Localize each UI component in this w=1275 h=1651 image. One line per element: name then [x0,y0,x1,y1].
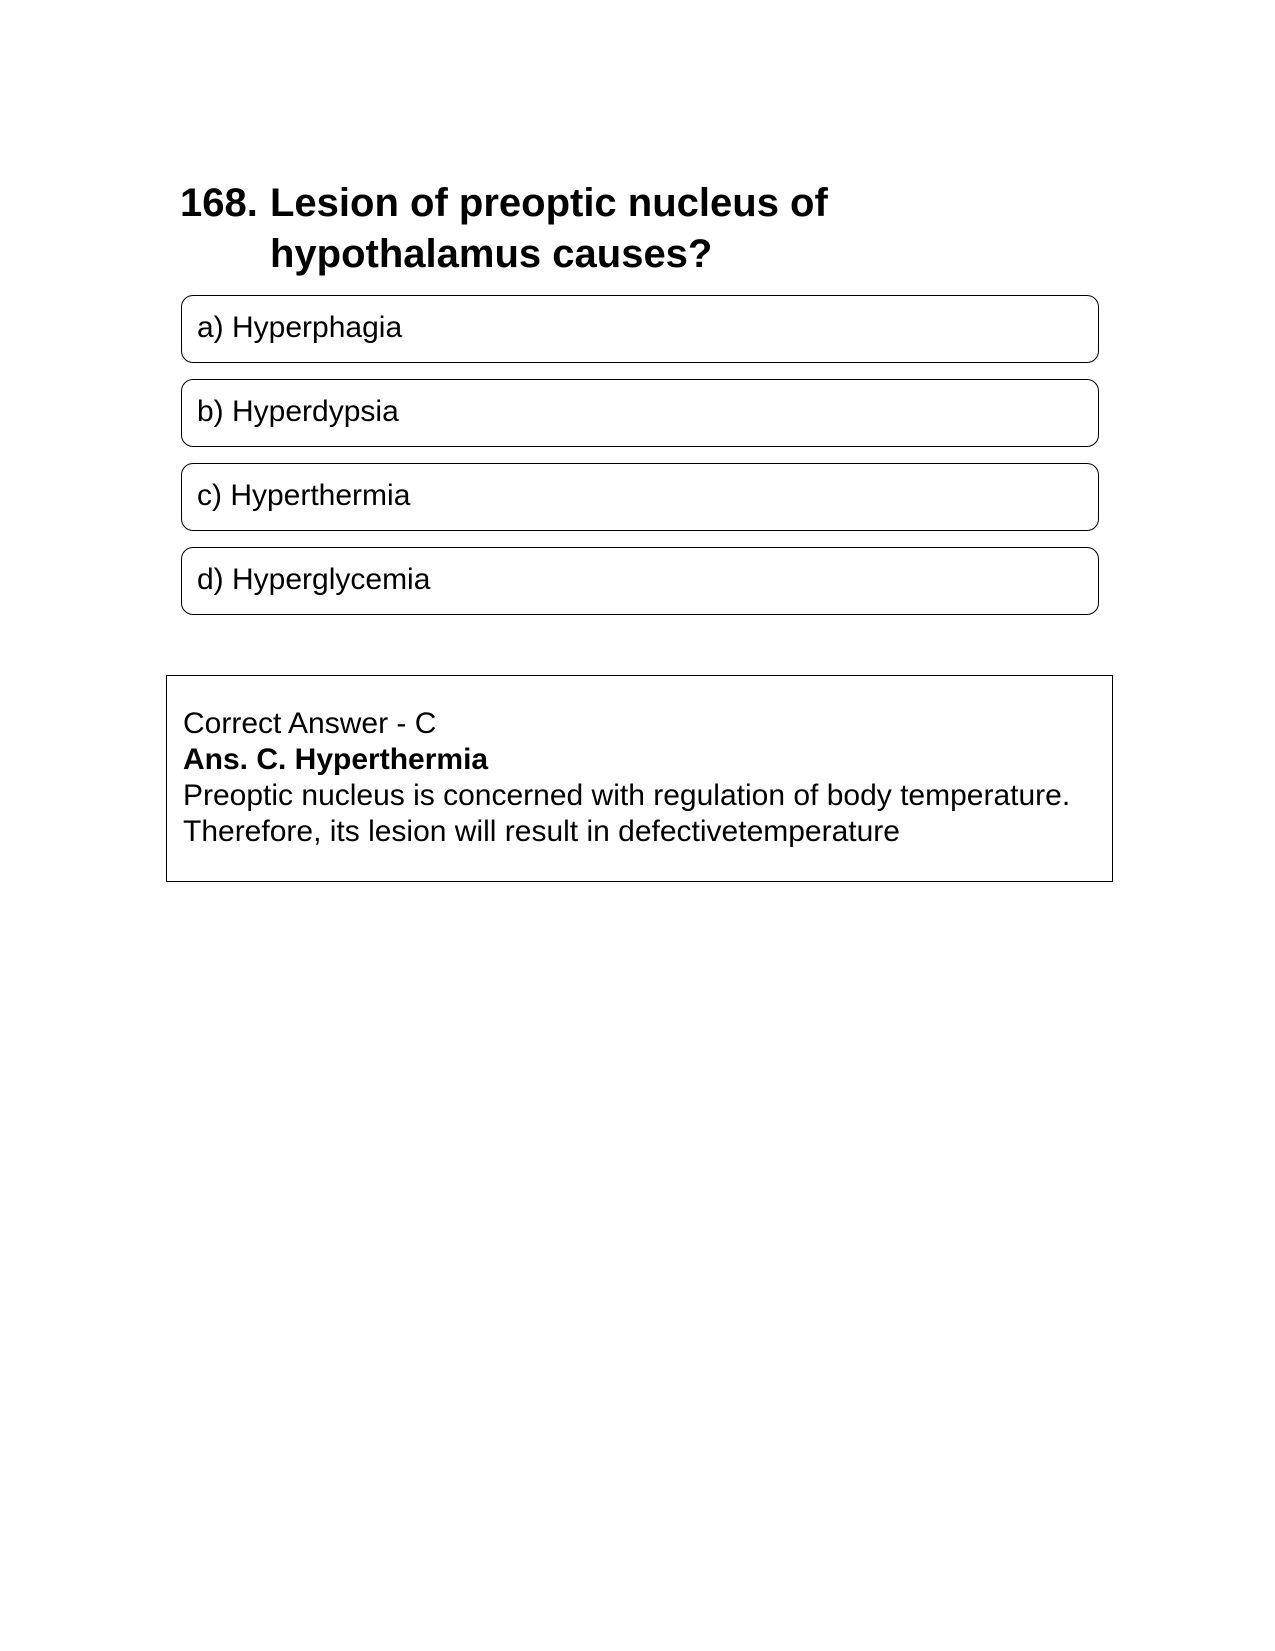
options-list [181,295,1099,631]
question-text: Lesion of preoptic nucleus of hypothalamus causes? [270,181,828,276]
option-c[interactable]: c) Hyperthermia [181,463,1099,531]
option-a[interactable]: a) Hyperphagia [181,295,1099,363]
option-b[interactable]: b) Hyperdypsia [181,379,1099,447]
answer-heading: Ans. C. Hyperthermia [183,743,489,776]
explanation-line-1: Preoptic nucleus is concerned with regulation of body temperature. [183,779,1071,812]
question-heading [180,178,900,280]
option-d[interactable]: d) Hyperglycemia [181,547,1099,615]
question-number: 168. [180,181,258,225]
explanation-line-2: Therefore, its lesion will result in defectivetemperature [183,815,900,848]
correct-answer: Correct Answer - C [183,707,437,740]
answer-box [166,675,1113,882]
